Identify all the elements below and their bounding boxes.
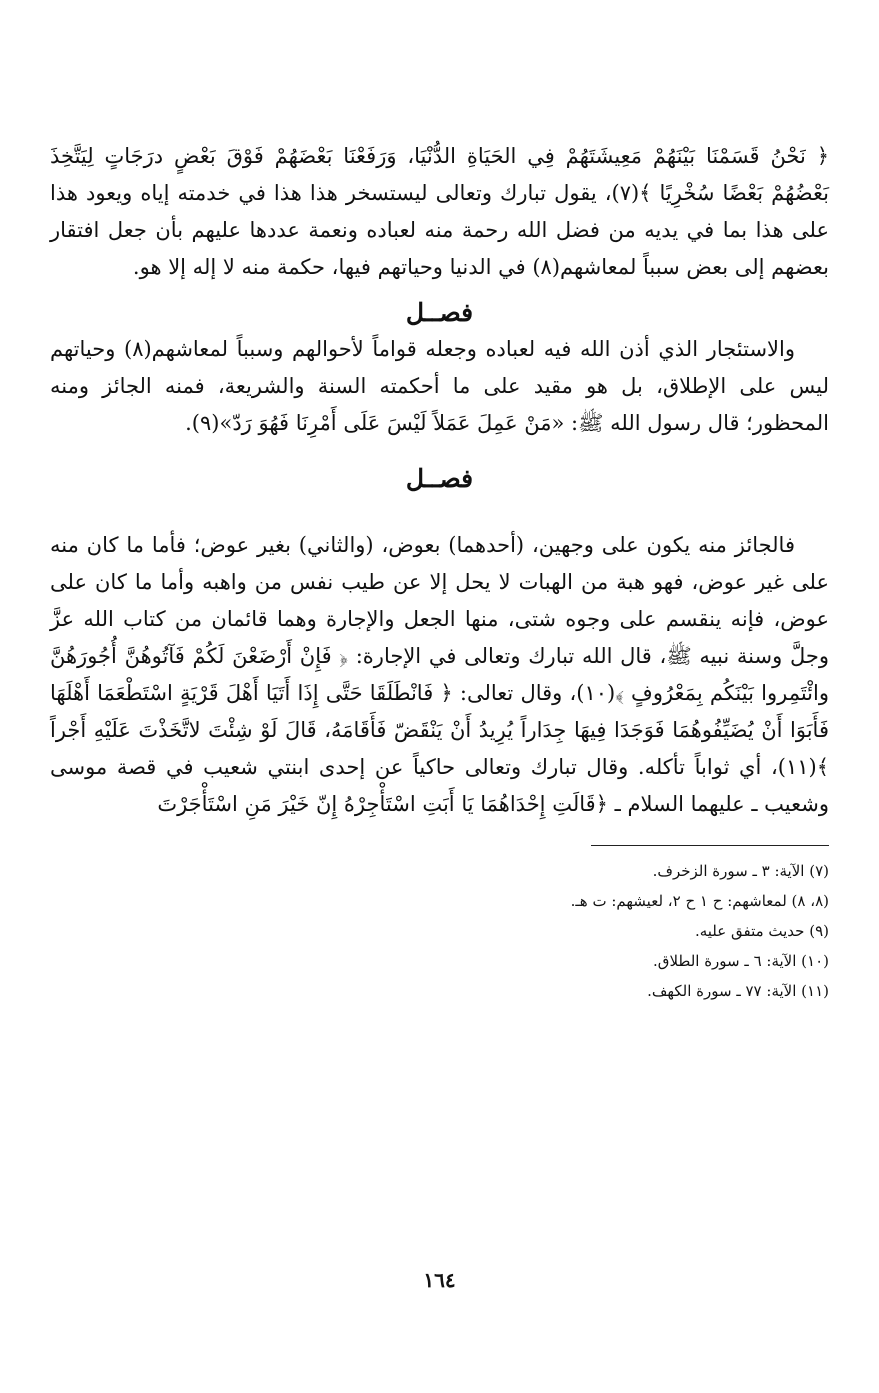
section-heading-1: فصــل: [405, 298, 474, 327]
footnote-item: (١١) الآية: ٧٧ ـ سورة الكهف.: [647, 982, 829, 1000]
footnote-item: (٨، ٨) لمعاشهم: ح ١ ح ٢، لعيشهم: ت هـ.: [570, 892, 829, 910]
paragraph-1: ﴿ نَحْنُ قَسَمْنَا بَيْنَهُمْ مَعِيشَتَهُمْ فِي الحَيَاةِ الدُّنْيَا، وَرَفَعْنَا بَعْضَهُمْ فَوْقَ بَعْضٍ درَجَاتٍ لِيَتَّخِذَ بَعْضُهُمْ بَعْضًا سُخْرِيًا ﴾(٧)، يقول تبارك وتعالى ليستسخر هذا هذا في خدمته إياه ويعود هذا على هذا بما في يديه من فضل الله رحمة منه لعباده ونعمة عددها عليهم بأن جعل افتقار بعضهم إلى بعض سبباً لمعاشهم(٨) في الدنيا وحياتهم فيها، حكمة منه لا إله إلا هو.: [50, 144, 829, 279]
section-heading-2: فصــل: [405, 464, 474, 493]
page-body: [50, 138, 829, 1006]
page-number: ١٦٤: [423, 1268, 456, 1292]
footnote-item: (٩) حديث متفق عليه.: [694, 922, 829, 940]
footnote-item: (١٠) الآية: ٦ ـ سورة الطلاق.: [653, 952, 829, 970]
footnote-divider: [591, 845, 829, 846]
footnote-item: (٧) الآية: ٣ ـ سورة الزخرف.: [652, 862, 829, 880]
paragraph-3: فالجائز منه يكون على وجهين، (أحدهما) بعوض، (والثاني) بغير عوض؛ فأما ما كان منه على غير عوض، فهو هبة من الهبات لا يحل إلا عن طيب نفس من واهبه وأما ما كان على عوض، فإنه ينقسم على وجوه شتى، منها الجعل والإجارة وهما قائمان من كتاب الله عزَّ وجلَّ وسنة نبيه ﷺ، قال الله تبارك وتعالى في الإجارة: ﴿ فَإِنْ أَرْضَعْنَ لَكُمْ فَآتُوهُنَّ أُجُورَهُنَّ وائْتَمِروا بَيْنَكُم بِمَعْرُوفٍ ﴾(١٠)، وقال تعالى: ﴿ فَانْطَلَقَا حَتَّى إِذَا أَتَيَا أَهْلَ قَرْيَةٍ اسْتَطْعَمَا أَهْلَهَا فَأَبَوَا أَنْ يُضَيِّفُوهُمَا فَوَجَدَا فِيهَا جِدَاراً يُرِيدُ أَنْ يَنْقَضّ فَأَقَامَهُ، قَالَ لَوْ شِئْتَ لاتَّخَذْتَ عَلَيْهِ أَجْراً ﴾(١١)، أي ثواباً تأكله. وقال تبارك وتعالى حاكياً عن إحدى ابنتي شعيب في قصة موسى وشعيب ـ عليهما السلام ـ ﴿قَالَتِ إِحْدَاهُمَا يَا أَبَتِ اسْتَأْجِرْهُ إِنّ خَيْرَ مَنِ اسْتَأْجَرْتَ: [50, 533, 829, 816]
paragraph-2: والاستئجار الذي أذن الله فيه لعباده وجعله قواماً لأحوالهم وسبباً لمعاشهم(٨) وحياتهم ليس على الإطلاق، بل هو مقيد على ما أحكمته السنة والشريعة، فمنه الجائز ومنه المحظور؛ قال رسول الله ﷺ: «مَنْ عَمِلَ عَمَلاً لَيْسَ عَلَى أَمْرِنَا فَهُوَ رَدّ»(٩).: [50, 337, 829, 435]
footnotes-list: [50, 856, 829, 1006]
